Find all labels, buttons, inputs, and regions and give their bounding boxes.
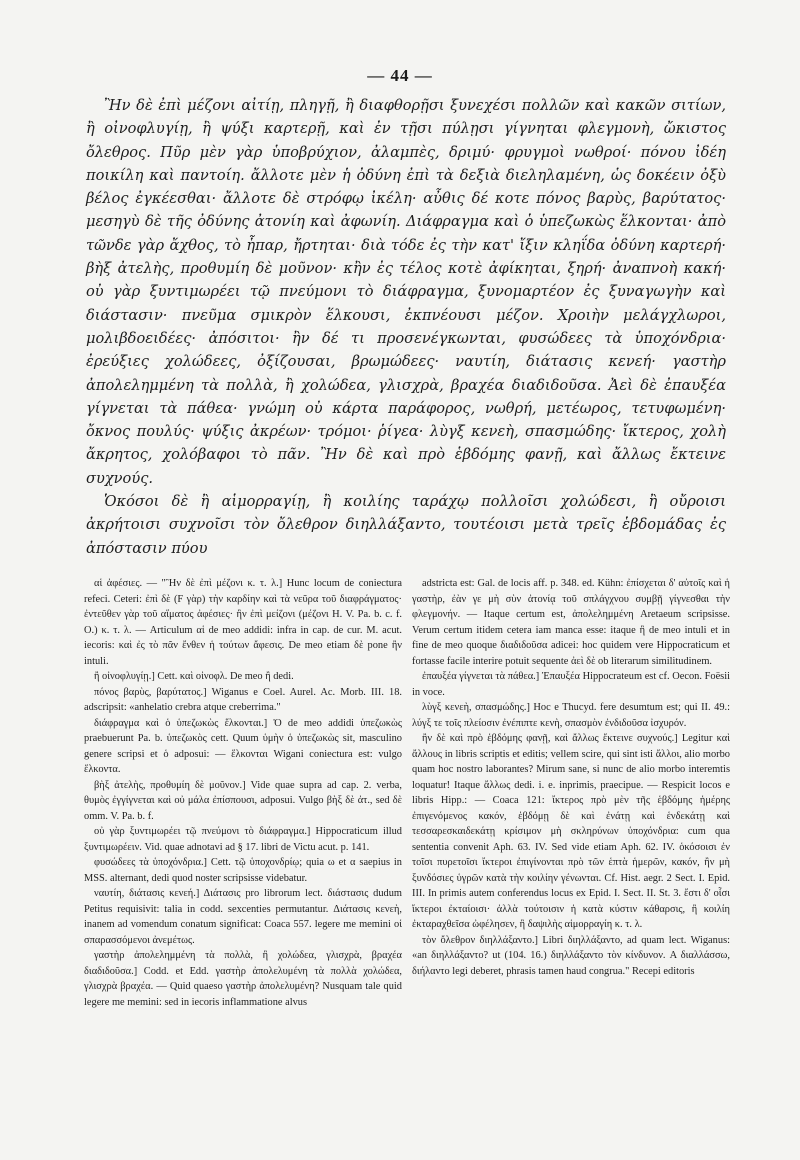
note: αἱ ἀφέσιες. — "Ἢν δὲ ἐπὶ μέζονι κ. τ. λ.] Hunc locum de coniectura refeci. Ceteri: ἐπὶ δὲ (F γὰρ) τὴν καρδίην καὶ τὰ νεῦρα τοῦ διαφράγματος· ἐντεῦθεν γὰρ τοῦ αἵματος ἀφέσιες· ἢν ἐπὶ μείζονι (μέζονι H. V. Pa. b. c. f. O.) κ. τ. λ. — Articulum αἱ de meo addidi: infra in cap. de cur. M. acut. iecoris: καὶ ἐς τὸ πᾶν ἔνθεν ἡ τούτων ἄφεσις. De meo etiam δὲ pone ἢν intuli. <box>84 578 402 667</box>
notes-column-right <box>412 576 730 1010</box>
main-paragraph-2: Ὁκόσοι δὲ ἢ αἱμορραγίῃ, ἢ κοιλίης ταράχῳ πολλοῖσι χολώδεσι, ἢ οὔροισι ἀκρήτοισι συχνοῖσι τὸν ὄλεθρον διηλλάξαντο, τουτέοισι μετὰ τρεῖς ἑβδομάδας ἐς ἀπόστασιν πύου <box>86 493 726 557</box>
note: ἢν δὲ καὶ πρὸ ἑβδόμης φανῇ, καὶ ἄλλως ἔκτεινε συχνούς.] Legitur καὶ ἄλλους in libris scriptis et editis; vellem scire, qui sint isti ἄλλοι, alio morbo quam hoc nostro laborantes? Mirum sane, si nunc de alio morbo interemtis loquatur! Itaque ἄλλως dedi. i. e. inprimis, praecipue. — Respicit locos e libris Hipp.: — Coaca 121: ἴκτερος πρὸ μὲν τῆς ἑβδόμης ἡμέρης ἐπιγενόμενος κακόν, ἑβδόμῃ δὲ καὶ ἐνάτῃ καὶ ἑνδεκάτῃ καὶ τεσσαρεσκαιδεκάτῃ κρίσιμον μὴ σκληρύνων ὑποχόνδρια: cum qua sententia convenit Aph. 63. IV. Sed vide etiam Aph. 62. IV. ὁκόσοισι ἐν τοῖσι πυρετοῖσι ἴκτεροι ἐπιγίνονται πρὸ τῶν ἑπτὰ ἡμερῶν, κακόν, ἢν μὴ ξυνδόσιες ὑγρῶν κατὰ τὴν κοιλίην γένωνται. Cf. Hist. aegr. 2 Sect. I. Epid. III. In primis autem conferendus locus ex Epid. I. Sect. II. St. 3. ἔστι δ' οἷσι ἴκτεροι ἐκταίοισι· ἀλλὰ τούτοισιν ἡ κατὰ κύστιν κάθαρσις, ἢ κοιλίη ἐκταραχθεῖσα ὠφέλησεν, ἢ δαψιλὴς αἱμορραγίη κ. τ. λ. <box>412 733 730 930</box>
main-greek-text <box>86 94 726 560</box>
note: οὐ γὰρ ξυντιμωρέει τῷ πνεύμονι τὸ διάφραγμα.] Hippocraticum illud ξυντιμωρέειν. Vid. quae adnotavi ad § 17. libri de Victu acut. p. 141. <box>84 826 402 853</box>
note: βὴξ ἀτελὴς, προθυμίη δὲ μοῦνον.] Vide quae supra ad cap. 2. verba, θυμὸς ἐγγίγνεται καὶ οὐ μάλα ἐπίσπουσι, adposui. Vulgo βὴξ δὲ ἀτ., sed δὲ omm. V. Pa. b. f. <box>84 779 402 822</box>
page-number: — 44 — <box>367 66 433 85</box>
note: λὺγξ κενεὴ, σπασμώδης.] Hoc e Thucyd. fere desumtum est; qui II. 49.: λύγξ τε τοῖς πλείοσιν ἐνέπιπτε κενὴ, σπασμὸν ἐνδιδοῦσα ἰσχυρόν. <box>412 702 730 729</box>
note: φυσώδεες τὰ ὑποχόνδρια.] Cett. τῷ ὑποχονδρίῳ; quia ω et α saepius in MSS. alternant, dedi quod noster scripsisse videbatur. <box>84 857 402 884</box>
note: τὸν ὄλεθρον διηλλάξαντο.] Libri διηλλάξαντο, ad quam lect. Wiganus: «an διηλλάξαντο? ut (104. 16.) διηλλάξαντο τὸν κίνδυνον. A διαλλάσσω, διήλαντο legi deberet, phrasis tamen haud congrua." Recepi editoris <box>412 934 730 977</box>
note: ναυτίη, διάτασις κενεή.] Διάτασις pro librorum lect. διάστασις dudum Petitus requisivit: talia in codd. sexcenties permutantur. Διάτασις κενεὴ, inanem ad vomendum conatum significat: Coaca 557. legere me memini οἱ σπαρασσόμενοι ἀνεμέτως. <box>84 888 402 946</box>
note: adstricta est: Gal. de locis aff. p. 348. ed. Kühn: ἐπίσχεται δ' αὐτοῖς καὶ ἡ γαστὴρ, ἐὰν γε μὴ σὺν ἀτονίᾳ τοῦ σπλάγχνου συμβῇ γίγνεσθαι τὴν φλεγμονήν. — Itaque certum est, ἀπολελημμένη Aretaeum scripsisse. Verum certum itidem cetera iam manca esse: itaque ἢ de meo intuli et in fine de meo quoque διαδιδοῦσα adicei: hoc quidem vere Hippocraticum et fortasse facile interire potuit sequente ἀεὶ δὲ ob literarum similitudinem. <box>412 578 730 667</box>
note: γαστὴρ ἀπολελημμένη τὰ πολλὰ, ἢ χολώδεα, γλισχρὰ, βραχέα διαδιδοῦσα.] Codd. et Edd. γαστὴρ ἀπολελυμένη τὰ πολλὰ χολώδεα, γλισχρὰ βραχέα. — Quid quaeso γαστὴρ ἀπολελυμένη? Nusquam tale quid legere me memini: sed in iecoris inflammatione alvus <box>84 950 402 1008</box>
main-paragraph-1: Ἢν δὲ ἐπὶ μέζονι αἰτίῃ, πληγῇ, ἢ διαφθορῇσι ξυνεχέσι πολλῶν καὶ κακῶν σιτίων, ἢ οἰνοφλυγίῃ, ἢ ψύξι καρτερῇ, καὶ ἐν τῇσι πύλῃσι γίγνηται φλεγμονὴ, ὤκιστος ὄλεθρος. Πῦρ μὲν γὰρ ὑποβρύχιον, ἀλαμπὲς, δριμύ· φρυγμοὶ νωθροί· πόνου ἰδέη ποικίλη καὶ παντοίη. ἄλλοτε μὲν ἡ ὀδύνη ἐπὶ τὰ δεξιὰ διεληλαμένη, ὡς δοκέειν ὀξὺ βέλος ἐγκέεσθαι· ἄλλοτε δὲ στρόφῳ ἰκέλη· αὖθις δέ κοτε πόνος βαρὺς, βαρύτατος· μεσηγὺ δὲ τῆς ὀδύνης ἀτονίη καὶ ἀφωνίη. Διάφραγμα καὶ ὁ ὑπεζωκὼς ἕλκονται· ἀπὸ τῶνδε γὰρ ἄχθος, τὸ ἧπαρ, ἤρτηται· διὰ τόδε ἐς τὴν κατ' ἴξιν κληΐδα ὀδύνη καρτερή· βὴξ ἀτελὴς, προθυμίη δὲ μοῦνον· κἢν ἐς τέλος κοτὲ ἀφίκηται, ξηρή· ἀναπνοὴ κακή· οὐ γὰρ ξυντιμωρέει τῷ πνεύμονι τὸ διάφραγμα, ξυνομαρτέον ἐς ξυναγωγὴν καὶ διάστασιν· πνεῦμα σμικρὸν ἕλκουσι, ἐκπνέουσι μέζον. Χροιὴν μελάγχλωροι, μολιβδοειδέες· ἀπόσιτοι· ἢν δέ τι προσενέγκωνται, φυσώδεες τὰ ὑποχόνδρια· ἐρεύξιες χολώδεες, ὀξίζουσαι, βρωμώδεες· ναυτίη, διάτασις κενεή· γαστὴρ ἀπολελημμένη τὰ πολλὰ, ἢ χολώδεα, γλισχρὰ, βραχέα διαδιδοῦσα. Ἀεὶ δὲ ἐπαυξέα γίγνεται τὰ πάθεα· γνώμη οὐ κάρτα παράφορος, νωθρή, μετέωρος, τετυφωμένη· ὄκνος πουλύς· ψύξις ἀκρέων· τρόμοι· ῥίγεα· λὺγξ κενεὴ, σπασμώδης· ἴκτερος, χολὴ ἄκρητος, χολόβαφοι τὸ πᾶν. Ἢν δὲ καὶ πρὸ ἑβδόμης φανῇ, καὶ ἄλλως ἔκτεινε συχνούς. <box>86 97 726 487</box>
note: ἐπαυξέα γίγνεται τὰ πάθεα.] Ἐπαυξέα Hippocrateum est cf. Oecon. Foësii in voce. <box>412 671 730 698</box>
note: ἢ οἰνοφλυγίῃ.] Cett. καὶ οἰνοφλ. De meo ἢ dedi. <box>94 671 294 682</box>
note: πόνος βαρὺς, βαρύτατος.] Wiganus e Coel. Aurel. Ac. Morb. III. 18. adscripsit: «anhelatio crebra atque creberrima." <box>84 686 402 713</box>
note: διάφραγμα καὶ ὁ ὑπεζωκὼς ἕλκονται.] Ὁ de meo addidi ὑπεζωκὼς praebuerunt Pa. b. ὑπεζωκὸς cett. Quum ὑμὴν ὁ ὑπεζωκὼς sit, masculino genere scripsi et ὁ adposui: — ἕλκονται Wigani coniectura est: vulgo ἕλκοντα. <box>84 717 402 775</box>
notes-column-left <box>84 576 402 1010</box>
critical-notes <box>84 576 730 1010</box>
